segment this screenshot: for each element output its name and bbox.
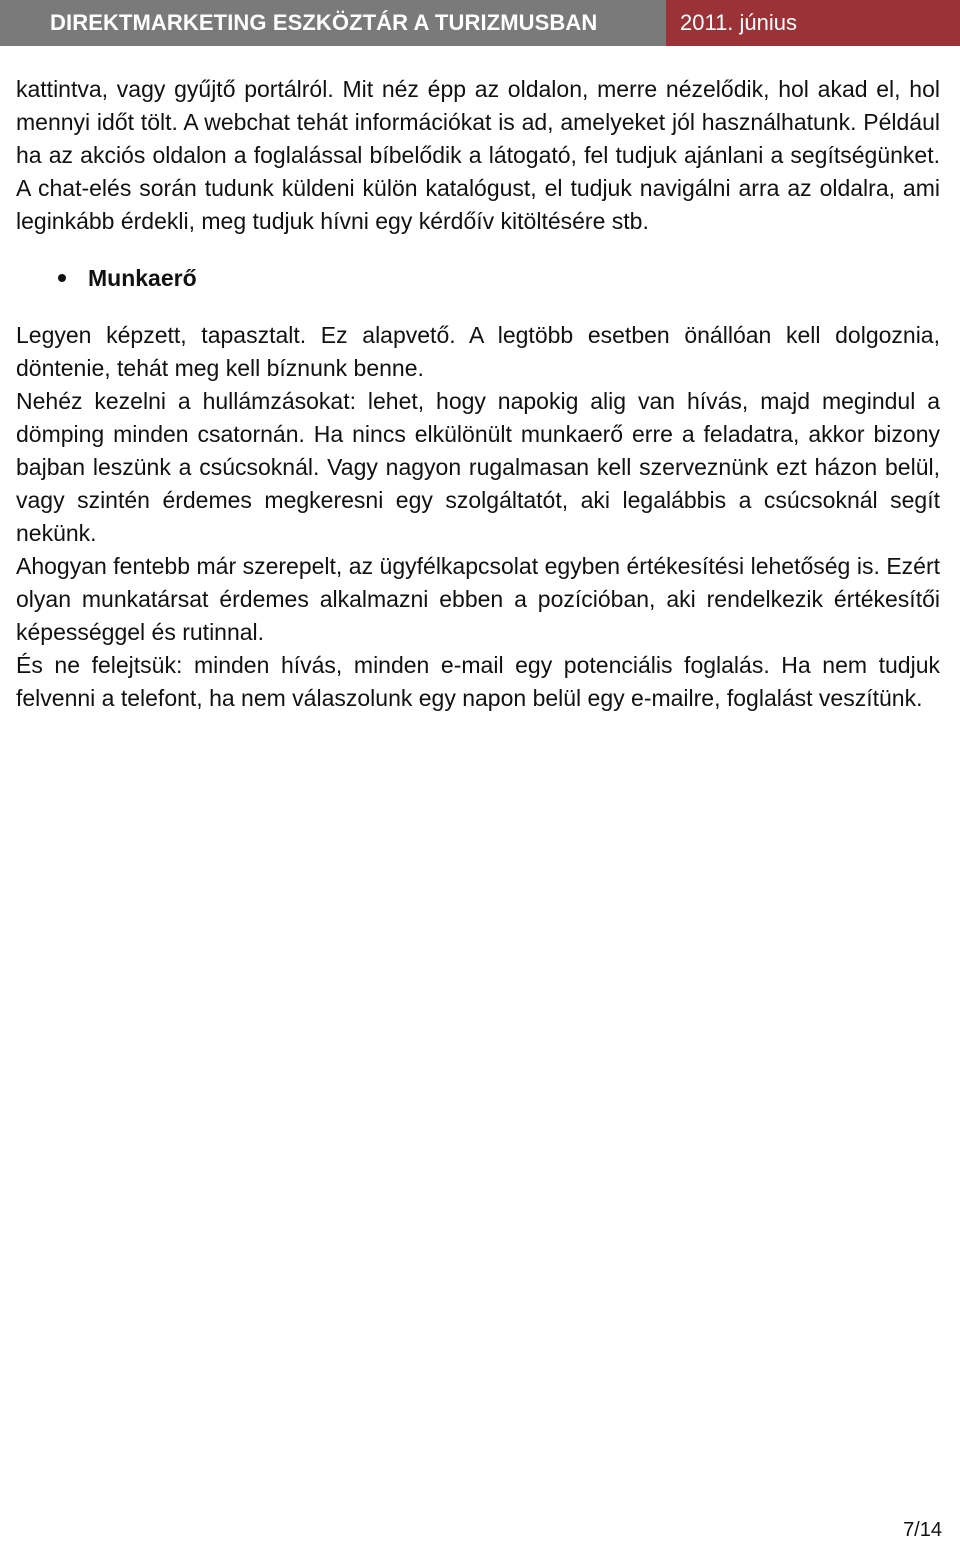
page-number: 7/14: [903, 1519, 942, 1541]
page-header: [0, 0, 960, 46]
paragraph: Legyen képzett, tapasztalt. Ez alapvető. A legtöbb esetben önállóan kell dolgoznia, döntenie, tehát meg kell bíznunk benne.: [16, 322, 940, 381]
paragraph: Ahogyan fentebb már szerepelt, az ügyfélkapcsolat egyben értékesítési lehetőség is. Ezért olyan munkatársat érdemes alkalmazni ebben a pozícióban, aki rendelkezik értékesítői képességgel és rutinnal.: [16, 553, 940, 645]
paragraph: És ne felejtsük: minden hívás, minden e-mail egy potenciális foglalás. Ha nem tudjuk felvenni a telefont, ha nem válaszolunk egy napon belül egy e-mailre, foglalást veszítünk.: [16, 652, 940, 711]
paragraph: Nehéz kezelni a hullámzásokat: lehet, hogy napokig alig van hívás, majd megindul a dömping minden csatornán. Ha nincs elkülönült munkaerő erre a feladatra, akkor bizony bajban leszünk a csúcsoknál. Vagy nagyon rugalmasan kell szerveznünk ezt házon belül, vagy szintén érdemes megkeresni egy szolgáltatót, aki legalábbis a csúcsoknál segít nekünk.: [16, 388, 940, 546]
paragraph: kattintva, vagy gyűjtő portálról. Mit néz épp az oldalon, merre nézelődik, hol akad el, hol mennyi időt tölt. A webchat tehát információkat is ad, amelyeket jól használhatunk. Például ha az akciós oldalon a foglalással bíbelődik a látogató, fel tudjuk ajánlani a segítségünket. A chat-elés során tudunk küldeni külön katalógust, el tudjuk navigálni arra az oldalra, ami leginkább érdekli, meg tudjuk hívni egy kérdőív kitöltésére stb.: [16, 76, 940, 234]
document-date: 2011. június: [666, 0, 960, 46]
bullet-icon: [58, 274, 66, 282]
page-body: [16, 73, 940, 715]
document-title: DIREKTMARKETING ESZKÖZTÁR A TURIZMUSBAN: [0, 0, 666, 46]
bullet-heading: Munkaerő: [88, 265, 197, 291]
bullet-item: [16, 262, 940, 295]
